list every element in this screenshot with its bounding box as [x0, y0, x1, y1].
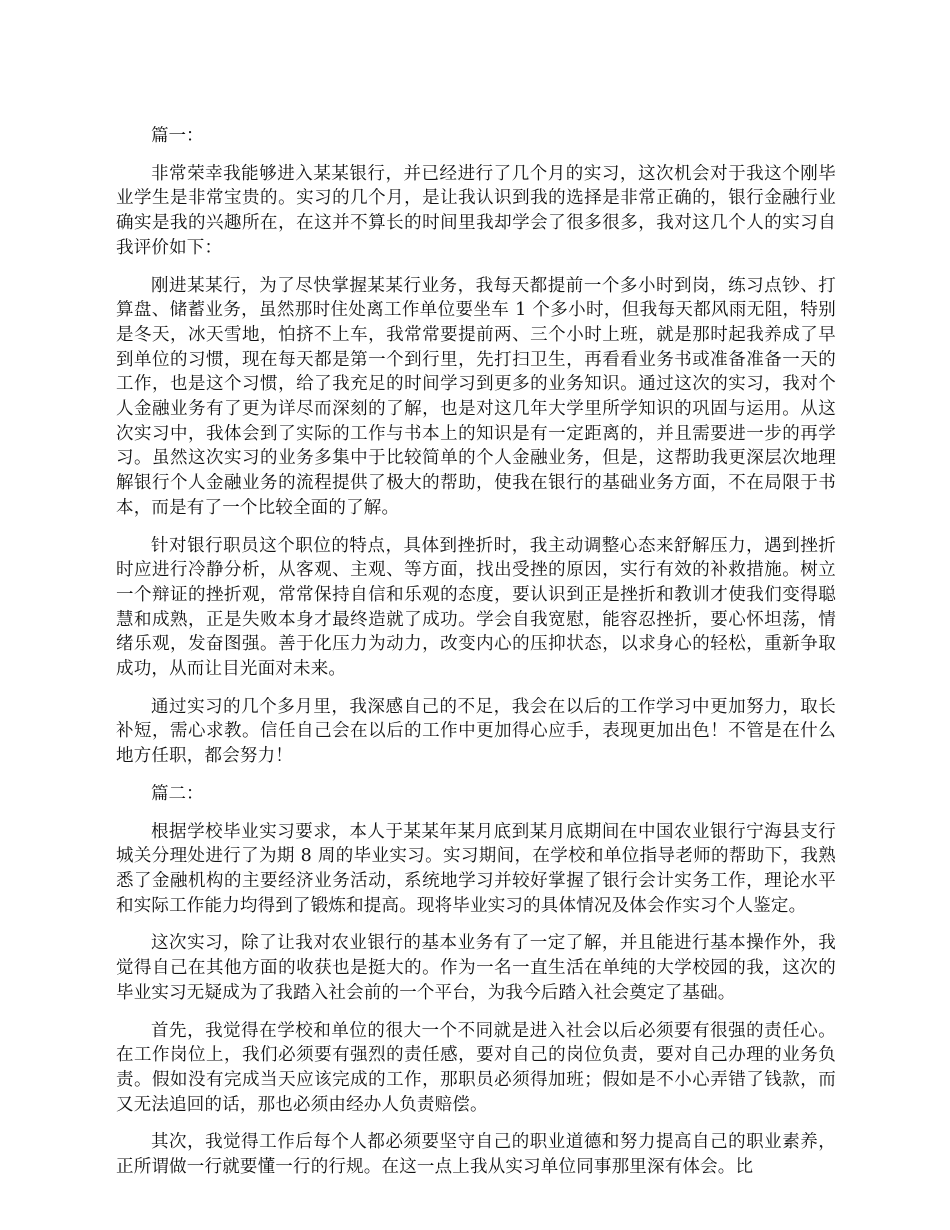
paragraph: 这次实习，除了让我对农业银行的基本业务有了一定了解，并且能进行基本操作外，我觉得自己在其他方面的收获也是挺大的。作为一名一直生活在单纯的大学校园的我，这次的毕业实习无疑成为了我踏入社会前的一个平台，为我今后踏入社会奠定了基础。	[116, 933, 836, 1003]
section-heading-2: 篇二：	[151, 783, 204, 804]
paragraph: 针对银行职员这个职位的特点，具体到挫折时，我主动调整心态来舒解压力，遇到挫折时应进行冷静分析，从客观、主观、等方面，找出受挫的原因，实行有效的补救措施。树立一个辩证的挫折观，常常保持自信和乐观的态度，要认识到正是挫折和教训才使我们变得聪慧和成熟，正是失败本身才最终造就了成功。学会自我宽慰，能容忍挫折，要心怀坦荡，情绪乐观，发奋图强。善于化压力为动力，改变内心的压抑状态，以求身心的轻松，重新争取成功，从而让目光面对未来。	[116, 535, 836, 680]
paragraph: 非常荣幸我能够进入某某银行，并已经进行了几个月的实习，这次机会对于我这个刚毕业学生是非常宝贵的。实习的几个月，是让我认识到我的选择是非常正确的，银行金融行业确实是我的兴趣所在，在这并不算长的时间里我却学会了很多很多，我对这几个人的实习自我评价如下：	[116, 163, 836, 258]
paragraph: 首先，我觉得在学校和单位的很大一个不同就是进入社会以后必须要有很强的责任心。在工作岗位上，我们必须要有强烈的责任感，要对自己的岗位负责，要对自己办理的业务负责。假如没有完成当天应该完成的工作，那职员必须得加班；假如是不小心弄错了钱款，而又无法追回的话，那也必须由经办人负责赔偿。	[116, 1020, 836, 1115]
document-page	[116, 124, 836, 1193]
paragraph: 其次，我觉得工作后每个人都必须要坚守自己的职业道德和努力提高自己的职业素养，正所谓做一行就要懂一行的行规。在这一点上我从实习单位同事那里深有体会。比	[116, 1132, 836, 1178]
section-heading-1: 篇一：	[151, 126, 204, 146]
paragraph: 通过实习的几个多月里，我深感自己的不足，我会在以后的工作学习中更加努力，取长补短，需心求教。信任自己会在以后的工作中更加得心应手，表现更加出色！不管是在什么地方任职，都会努力！	[116, 696, 836, 767]
paragraph: 根据学校毕业实习要求，本人于某某年某月底到某月底期间在中国农业银行宁海县支行城关分理处进行了为期 8 周的毕业实习。实习期间，在学校和单位指导老师的帮助下，我熟悉了金融机构的主要经济业务活动，系统地学习并较好掌握了银行会计实务工作，理论水平和实际工作能力均得到了锻炼和提高。现将毕业实习的具体情况及体会作实习个人鉴定。	[116, 821, 836, 916]
paragraph: 刚进某某行，为了尽快掌握某某行业务，我每天都提前一个多小时到岗，练习点钞、打算盘、储蓄业务，虽然那时住处离工作单位要坐车 1 个多小时，但我每天都风雨无阻，特别是冬天，冰天雪地，怕挤不上车，我常常要提前两、三个小时上班，就是那时起我养成了早到单位的习惯，现在每天都是第一个到行里，先打扫卫生，再看看业务书或准备准备一天的工作，也是这个习惯，给了我充足的时间学习到更多的业务知识。通过这次的实习，我对个人金融业务有了更为详尽而深刻的了解，也是对这几年大学里所学知识的巩固与运用。从这次实习中，我体会到了实际的工作与书本上的知识是有一定距离的，并且需要进一步的再学习。虽然这次实习的业务多集中于比较简单的个人金融业务，但是，这帮助我更深层次地理解银行个人金融业务的流程提供了极大的帮助，使我在银行的基础业务方面，不在局限于书本，而是有了一个比较全面的了解。	[116, 275, 836, 518]
